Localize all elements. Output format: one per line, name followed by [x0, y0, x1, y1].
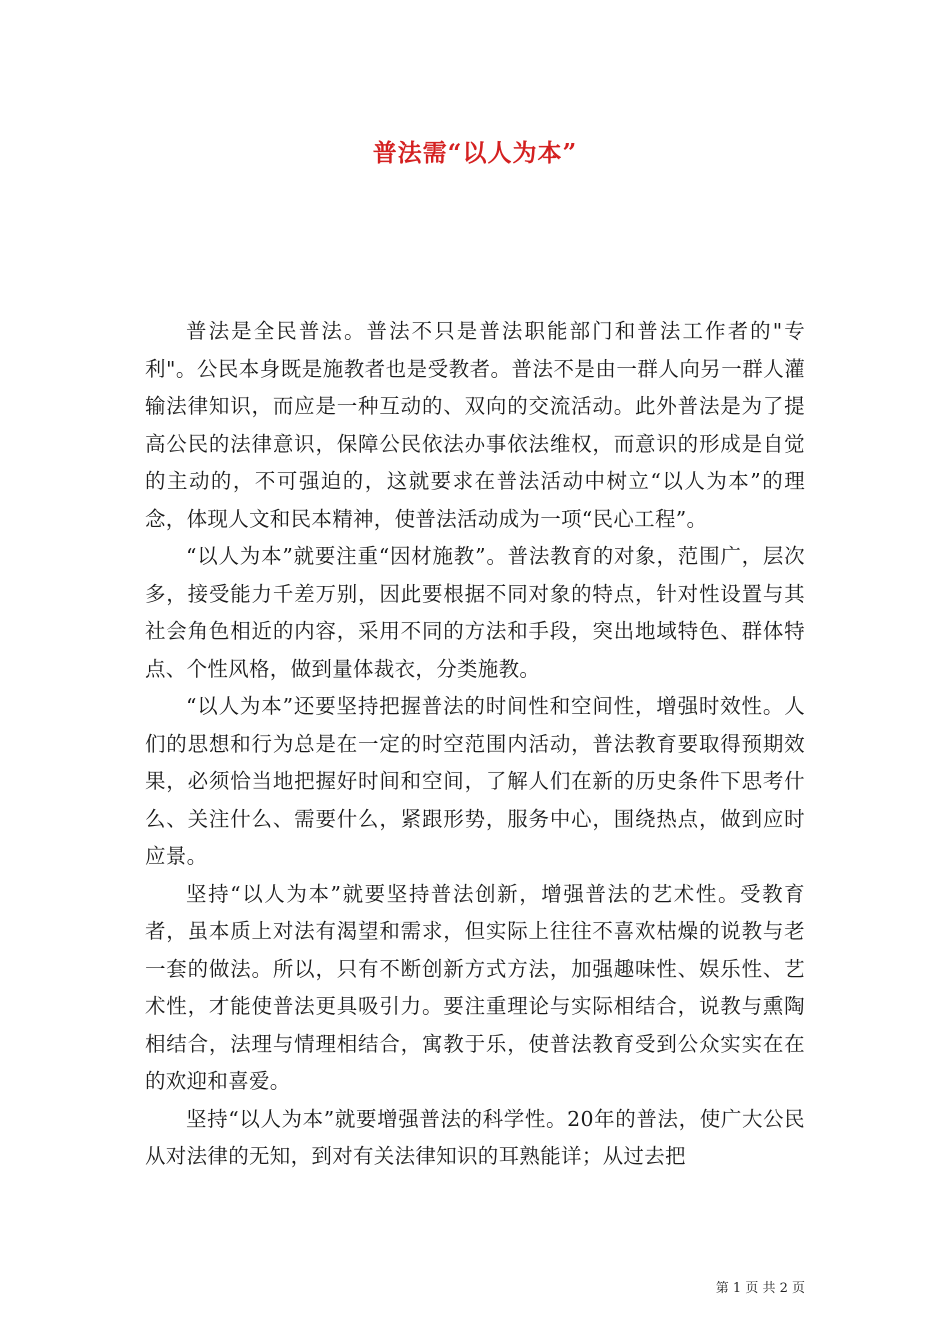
paragraph-4: 坚持“以人为本”就要坚持普法创新，增强普法的艺术性。受教育者，虽本质上对法有渴望和需求，但实际上往往不喜欢枯燥的说教与老一套的做法。所以，只有不断创新方式方法，加强趣味性、娱乐性、艺术性，才能使普法更具吸引力。要注重理论与实际相结合，说教与熏陶相结合，法理与情理相结合，寓教于乐，使普法教育受到公众实实在在的欢迎和喜爱。: [145, 881, 805, 1093]
paragraph-2: “以人为本”就要注重“因材施教”。普法教育的对象，范围广，层次多，接受能力千差万别，因此要根据不同对象的特点，针对性设置与其社会角色相近的内容，采用不同的方法和手段，突出地域特色、群体特点、个性风格，做到量体裁衣，分类施教。: [145, 544, 805, 681]
page-number-footer: 第 1 页 共 2 页: [715, 1281, 805, 1296]
paragraph-1: 普法是全民普法。普法不只是普法职能部门和普法工作者的"专利"。公民本身既是施教者也是受教者。普法不是由一群人向另一群人灌输法律知识，而应是一种互动的、双向的交流活动。此外普法是为了提高公民的法律意识，保障公民依法办事依法维权，而意识的形成是自觉的主动的，不可强迫的，这就要求在普法活动中树立“以人为本”的理念，体现人文和民本精神，使普法活动成为一项“民心工程”。: [145, 319, 805, 531]
document-body: [145, 313, 805, 1176]
paragraph-5: 坚持“以人为本”就要增强普法的科学性。20年的普法，使广大公民从对法律的无知，到对有关法律知识的耳熟能详；从过去把: [145, 1106, 805, 1168]
paragraph-3: “以人为本”还要坚持把握普法的时间性和空间性，增强时效性。人们的思想和行为总是在一定的时空范围内活动，普法教育要取得预期效果，必须恰当地把握好时间和空间，了解人们在新的历史条件下思考什么、关注什么、需要什么，紧跟形势，服务中心，围绕热点，做到应时应景。: [145, 694, 805, 868]
document-title: 普法需“以人为本”: [372, 138, 578, 167]
